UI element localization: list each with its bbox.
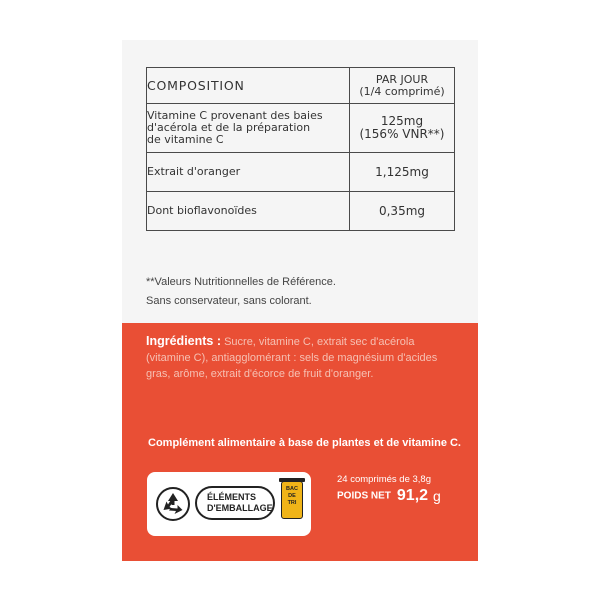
row-value-line: 125mg xyxy=(380,114,424,128)
bin-text-line1: BAC xyxy=(286,486,298,492)
row-value-line: 1,125mg xyxy=(375,164,429,179)
table-row xyxy=(147,104,455,153)
table-row xyxy=(147,153,455,192)
row-name xyxy=(147,104,350,153)
row-value-line: (156% VNR**) xyxy=(359,127,445,141)
row-name xyxy=(147,153,350,192)
table-row xyxy=(147,192,455,231)
table-header-row xyxy=(147,68,455,104)
supplement-description: Complément alimentaire à base de plantes et de vitamine C. xyxy=(148,437,461,449)
packaging-badge xyxy=(147,472,311,536)
packaging-label xyxy=(195,486,275,520)
row-name-line: Extrait d'oranger xyxy=(147,165,241,178)
per-day-header-line1: PAR JOUR xyxy=(375,72,429,86)
sorting-bin-icon xyxy=(281,481,303,519)
ingredients-list: Sucre, vitamine C, extrait sec d'acérola (vitamine C), antiagglomérant : sels de magnésium d'acides gras, arôme, extrait d'écorce de fruit d'oranger. xyxy=(146,336,438,380)
packaging-label-line2: D'EMBALLAGE xyxy=(207,503,273,513)
row-name-line: Vitamine C provenant des baies xyxy=(147,109,323,122)
composition-table xyxy=(146,67,455,231)
row-value xyxy=(350,153,455,192)
composition-header: COMPOSITION xyxy=(147,68,350,104)
row-name-line: d'acérola et de la préparation xyxy=(147,121,311,134)
per-day-header xyxy=(350,68,455,104)
footnote-vnr: **Valeurs Nutritionnelles de Référence. xyxy=(146,276,336,288)
net-weight-value: 91,2 xyxy=(396,487,429,504)
tablet-count: 24 comprimés de 3,8g xyxy=(337,474,431,485)
net-weight-label: POIDS NET xyxy=(337,490,391,502)
footnote-no-preservative: Sans conservateur, sans colorant. xyxy=(146,295,312,307)
net-weight xyxy=(337,487,441,505)
row-value-line: 0,35mg xyxy=(378,203,426,218)
packaging-label-line1: ÉLÉMENTS xyxy=(207,492,257,502)
triman-recycle-icon xyxy=(155,486,191,522)
ingredients-text xyxy=(146,333,458,382)
net-weight-unit: g xyxy=(433,488,441,504)
footnotes xyxy=(146,273,336,311)
bin-text-line2: DE xyxy=(288,493,296,499)
row-value xyxy=(350,104,455,153)
row-name xyxy=(147,192,350,231)
ingredients-label: Ingrédients : xyxy=(146,334,222,348)
row-name-line: Dont bioflavonoïdes xyxy=(147,204,257,217)
per-day-header-line2: (1/4 comprimé) xyxy=(359,84,445,98)
bin-text-line3: TRI xyxy=(287,500,297,506)
row-value xyxy=(350,192,455,231)
row-name-line: de vitamine C xyxy=(147,133,224,146)
